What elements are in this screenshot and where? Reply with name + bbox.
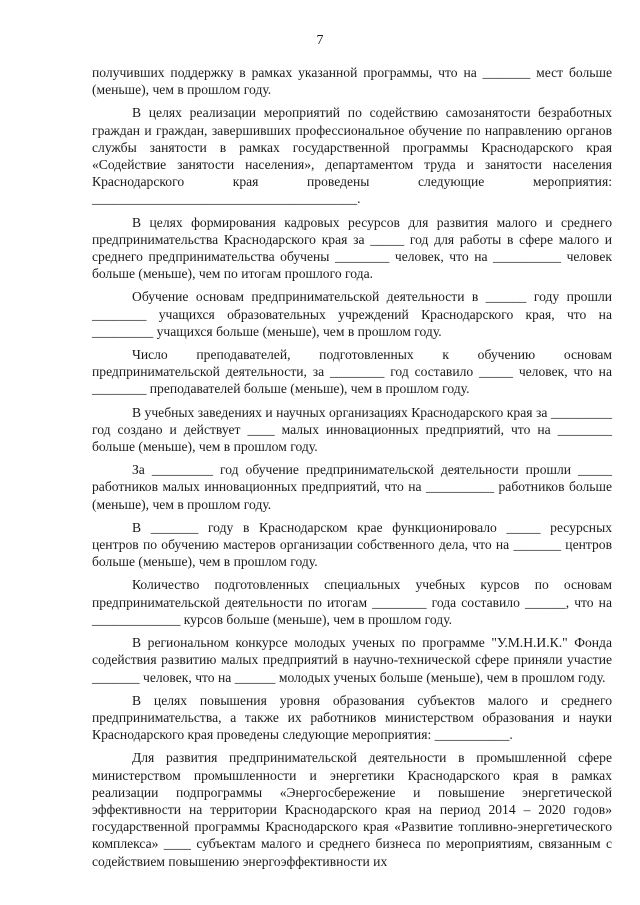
page-number: 7 xyxy=(316,33,324,48)
paragraph-teacher-training: Число преподавателей, подготовленных к обучению основам предпринимательской деятельности, за ________ год составило _____ человек, что на ________ преподавателей больше (меньше), чем в прошлом году. xyxy=(92,347,612,397)
paragraph-personnel-training: В целях формирования кадровых ресурсов для развития малого и среднего предпринимательства Краснодарского края за _____ год для работы в сфере малого и среднего предпринимательства обучены ________ человек, что на __________ человек больше (меньше), чем по итогам прошлого года. xyxy=(92,214,612,282)
paragraph-continuation: получивших поддержку в рамках указанной программы, что на _______ мест больше (меньше), чем в прошлом году. xyxy=(92,65,612,98)
paragraph-industry-energy-efficiency: Для развития предпринимательской деятельности в промышленной сфере министерством промышленности и энергетики Краснодарского края в рамках реализации подпрограммы «Энергосбережение и повышение энергетической эффективности на территории Краснодарского края на период 2014 – 2020 годов» государственной программы Краснодарского края «Развитие топливно-энергетического комплекса» ____ субъектам малого и среднего бизнеса по мероприятиям, связанным с содействием повышению энергоэффективности их xyxy=(92,750,612,869)
paragraph-education-ministry-measures: В целях повышения уровня образования субъектов малого и среднего предпринимательства, а также их работников министерством образования и науки Краснодарского края проведены следующие мероприятия: ___________. xyxy=(92,692,612,743)
paragraph-innovative-workers-training: За _________ год обучение предпринимательской деятельности прошли _____ работников малых инновационных предприятий, что на __________ работников больше (меньше), чем в прошлом году. xyxy=(92,462,612,512)
paragraph-self-employment-measures: В целях реализации мероприятий по содействию самозанятости безработных граждан и граждан, завершивших профессиональное обучение по направлению органов службы занятости в рамках государственной программы Краснодарского края «Содействие занятости населения», департаментом труда и занятости населения Краснодарского края проведены следующие мероприятия: _______________________________________. xyxy=(92,105,612,207)
paragraph-resource-centers: В _______ году в Краснодарском крае функционировало _____ ресурсных центров по обучению мастеров организации собственного дела, что на _______ центров больше (меньше), чем в прошлом году. xyxy=(92,519,612,570)
paragraph-innovative-enterprises: В учебных заведениях и научных организациях Краснодарского края за _________ год создано и действует ____ малых инновационных предприятий, что на ________ больше (меньше), чем в прошлом году. xyxy=(92,404,612,455)
document-body xyxy=(92,64,612,876)
paragraph-student-training: Обучение основам предпринимательской деятельности в ______ году прошли ________ учащихся образовательных учреждений Краснодарского края, что на _________ учащихся больше (меньше), чем в прошлом году. xyxy=(92,289,612,339)
paragraph-training-courses: Количество подготовленных специальных учебных курсов по основам предпринимательской деятельности по итогам ________ года составило ______, что на _____________ курсов больше (меньше), чем в прошлом году. xyxy=(92,577,612,627)
paragraph-umnik-contest: В региональном конкурсе молодых ученых по программе "У.М.Н.И.К." Фонда содействия развитию малых предприятий в научно-технической сфере приняли участие _______ человек, что на ______ молодых ученых больше (меньше), чем в прошлом году. xyxy=(92,635,612,685)
